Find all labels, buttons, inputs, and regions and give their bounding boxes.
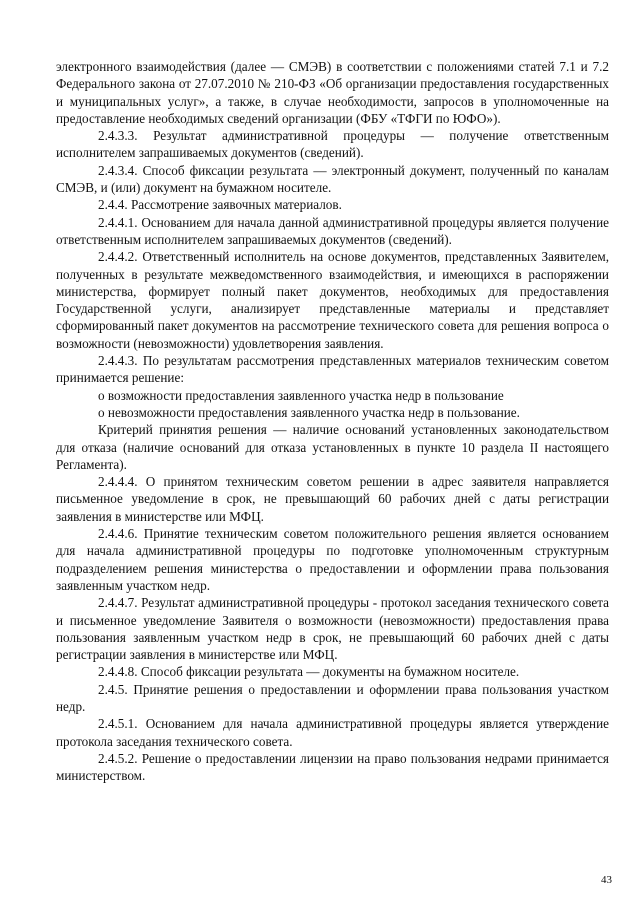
paragraph-2-4-4-7: 2.4.4.7. Результат административной процедуры - протокол заседания технического совета и письменное уведомление Заявителя о возможности (невозможности) предоставления права пользования заявленным участком недр в срок, не превышающий 60 рабочих дней с даты регистрации заявления в министерстве или МФЦ. <box>56 595 609 663</box>
document-body <box>56 58 609 784</box>
paragraph-2-4-5-1: 2.4.5.1. Основанием для начала административной процедуры является утверждение протокола заседания технического совета. <box>56 716 609 749</box>
paragraph-2-4-5: 2.4.5. Принятие решения о предоставлении и оформлении права пользования участком недр. <box>56 681 609 714</box>
paragraph-2-4-3-4: 2.4.3.4. Способ фиксации результата — электронный документ, полученный по каналам СМЭВ, и (или) документ на бумажном носителе. <box>56 162 609 196</box>
paragraph-2-4-4-8: 2.4.4.8. Способ фиксации результата — документы на бумажном носителе. <box>98 664 520 680</box>
decision-option-impossible: о невозможности предоставления заявленного участка недр в пользование. <box>98 404 520 420</box>
paragraph-2-4-4-4: 2.4.4.4. О принятом техническим советом решении в адрес заявителя направляется письменное уведомление в срок, не превышающий 60 рабочих дней с даты регистрации заявления в министерстве или МФЦ. <box>56 474 609 524</box>
paragraph-2-4-4-6: 2.4.4.6. Принятие техническим советом положительного решения является основанием для начала административной процедуры по подготовке уполномоченным структурным подразделением решения министерства о предоставлении и оформлении права пользования заявленным участком недр. <box>56 526 609 593</box>
page-number: 43 <box>601 874 612 886</box>
paragraph-2-4-4-3: 2.4.4.3. По результатам рассмотрения представленных материалов техническим советом принимается решение: <box>56 353 609 386</box>
paragraph-2-4-3-3: 2.4.3.3. Результат административной процедуры — получение ответственным исполнителем запрашиваемых документов (сведений). <box>56 128 609 161</box>
paragraph-2-4-5-2: 2.4.5.2. Решение о предоставлении лицензии на право пользования недрами принимается министерством. <box>56 750 609 784</box>
decision-option-possible: о возможности предоставления заявленного участка недр в пользование <box>98 387 504 403</box>
paragraph-2-4-4-1: 2.4.4.1. Основанием для начала данной административной процедуры является получение ответственным исполнителем запрашиваемых документов (сведений). <box>56 214 609 247</box>
paragraph-2-4-4-2: 2.4.4.2. Ответственный исполнитель на основе документов, представленных Заявителем, полученных в результате межведомственного взаимодействия, и имеющихся в распоряжении министерства, формирует полный пакет документов, необходимых для предоставления Государственной услуги, анализирует представленные материалы и представляет сформированный пакет документов на рассмотрение технического совета для решения вопроса о возможности (невозможности) удовлетворения заявления. <box>56 249 609 351</box>
paragraph-decision-criterion: Критерий принятия решения — наличие оснований установленных законодательством для отказа (наличие оснований для отказа установленных в пункте 10 раздела II настоящего Регламента). <box>56 422 609 472</box>
paragraph-smev-continuation: электронного взаимодействия (далее — СМЭВ) в соответствии с положениями статей 7.1 и 7.2 Федерального закона от 27.07.2010 № 210-ФЗ «Об организации предоставления государственных и муниципальных услуг», а также, в случае необходимости, запросов в уполномоченные на предоставление необходимых сведений организации (ФБУ «ТФГИ по ЮФО»). <box>56 59 609 126</box>
paragraph-2-4-4: 2.4.4. Рассмотрение заявочных материалов. <box>98 197 342 213</box>
